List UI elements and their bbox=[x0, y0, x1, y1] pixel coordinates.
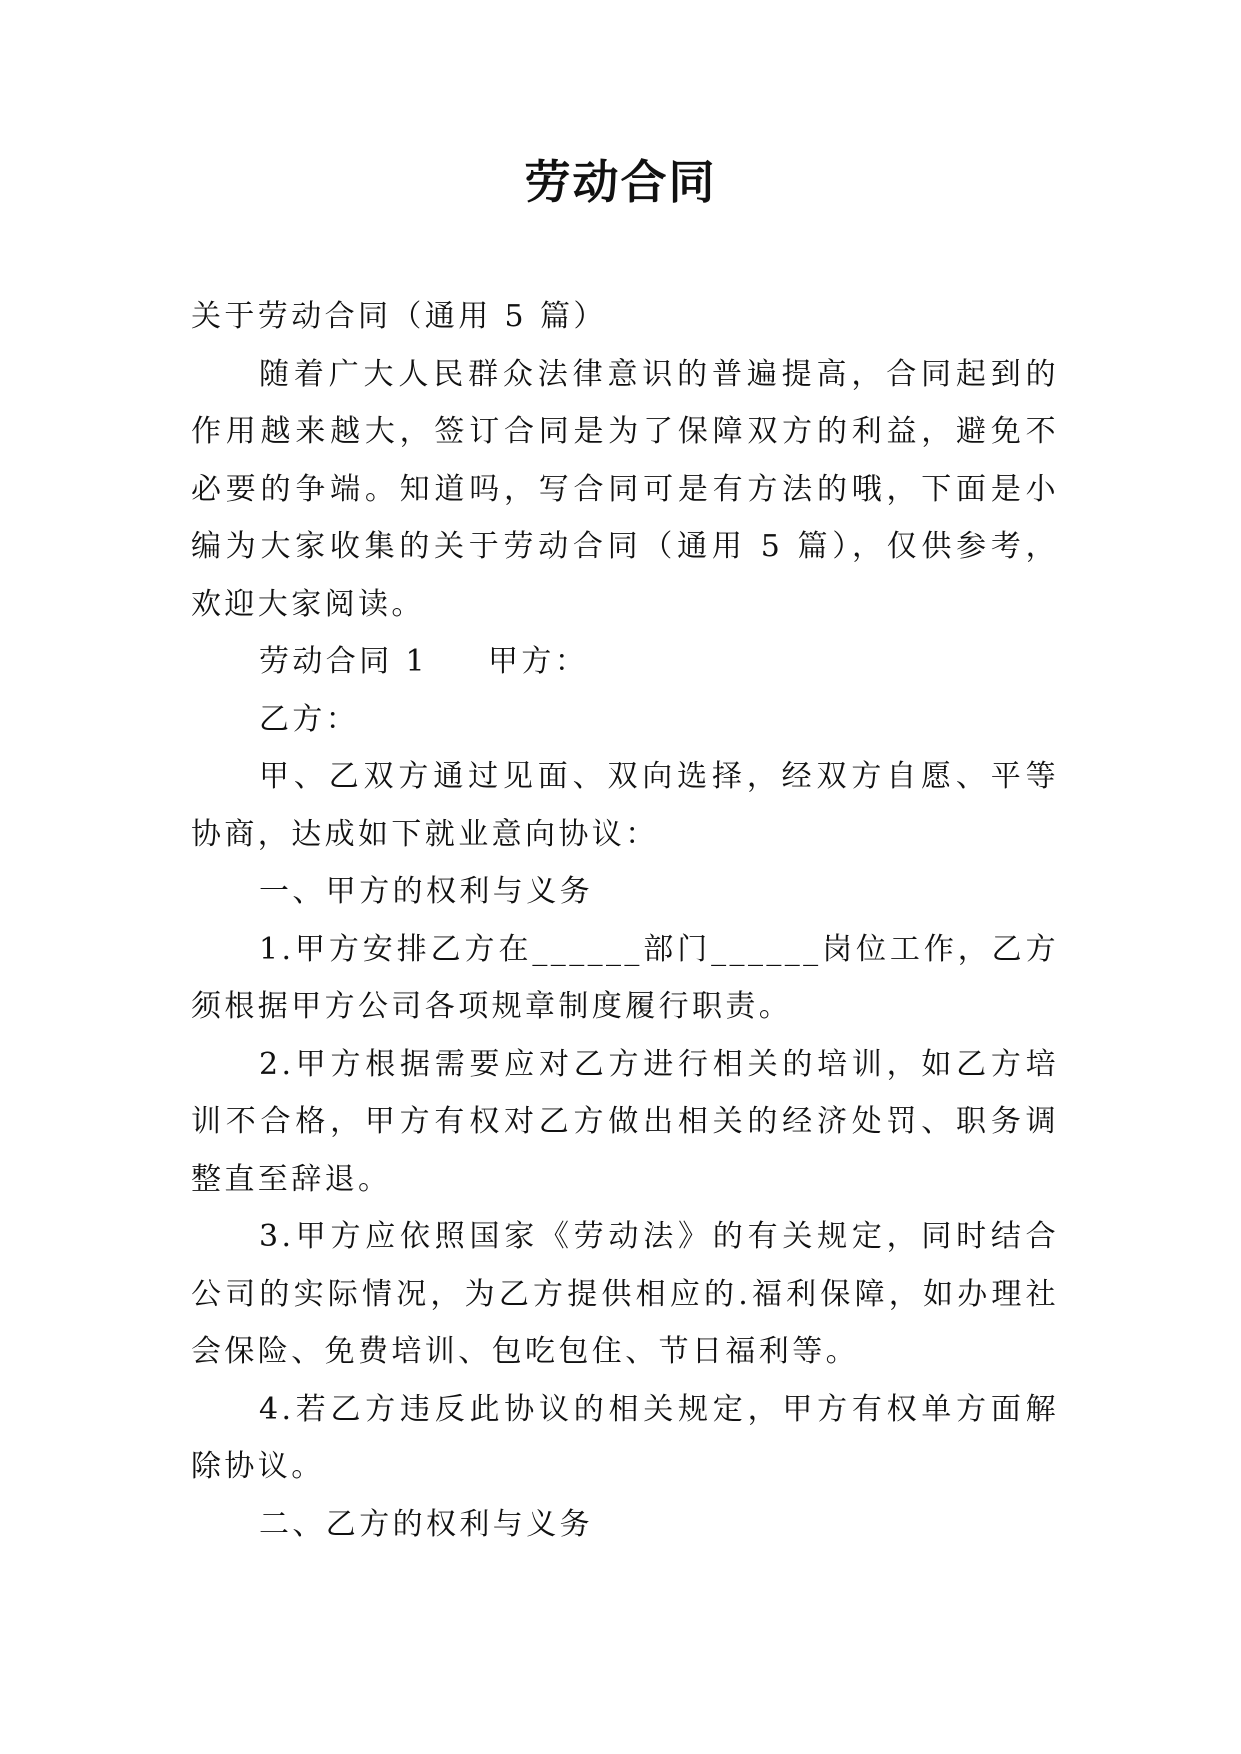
party-b-label: 乙方： bbox=[259, 701, 360, 737]
document-subtitle: 关于劳动合同（通用 5 篇） bbox=[191, 299, 607, 334]
intro-paragraph: 随着广大人民群众法律意识的普遍提高，合同起到的作用越来越大，签订合同是为了保障双方的利益，避免不必要的争端。知道吗，写合同可是有方法的哦，下面是小编为大家收集的关于劳动合同（通用 5 篇），仅供参考，欢迎大家阅读。 bbox=[191, 356, 1059, 622]
document-title: 劳动合同 bbox=[524, 155, 717, 209]
section1-heading: 一、甲方的权利与义务 bbox=[259, 874, 593, 909]
section2-heading: 二、乙方的权利与义务 bbox=[259, 1506, 593, 1542]
section1-item-2: 2.甲方根据需要应对乙方进行相关的培训，如乙方培训不合格，甲方有权对乙方做出相关的经济处罚、职务调整直至辞退。 bbox=[191, 1046, 1059, 1197]
document-body bbox=[191, 288, 1059, 1553]
section1-item-4: 4.若乙方违反此协议的相关规定，甲方有权单方面解除协议。 bbox=[191, 1391, 1059, 1484]
section1-item-1: 1.甲方安排乙方在______部门______岗位工作，乙方须根据甲方公司各项规章制度履行职责。 bbox=[191, 931, 1059, 1024]
preamble-paragraph: 甲、乙双方通过见面、双向选择，经双方自愿、平等协商，达成如下就业意向协议： bbox=[191, 759, 1059, 852]
contract-heading: 劳动合同 1 bbox=[259, 644, 429, 679]
contract-heading-line bbox=[191, 633, 1059, 691]
section1-item-3: 3.甲方应依照国家《劳动法》的有关规定，同时结合公司的实际情况，为乙方提供相应的.福利保障，如办理社会保险、免费培训、包吃包住、节日福利等。 bbox=[191, 1219, 1059, 1369]
party-a-label: 甲方： bbox=[488, 644, 589, 679]
